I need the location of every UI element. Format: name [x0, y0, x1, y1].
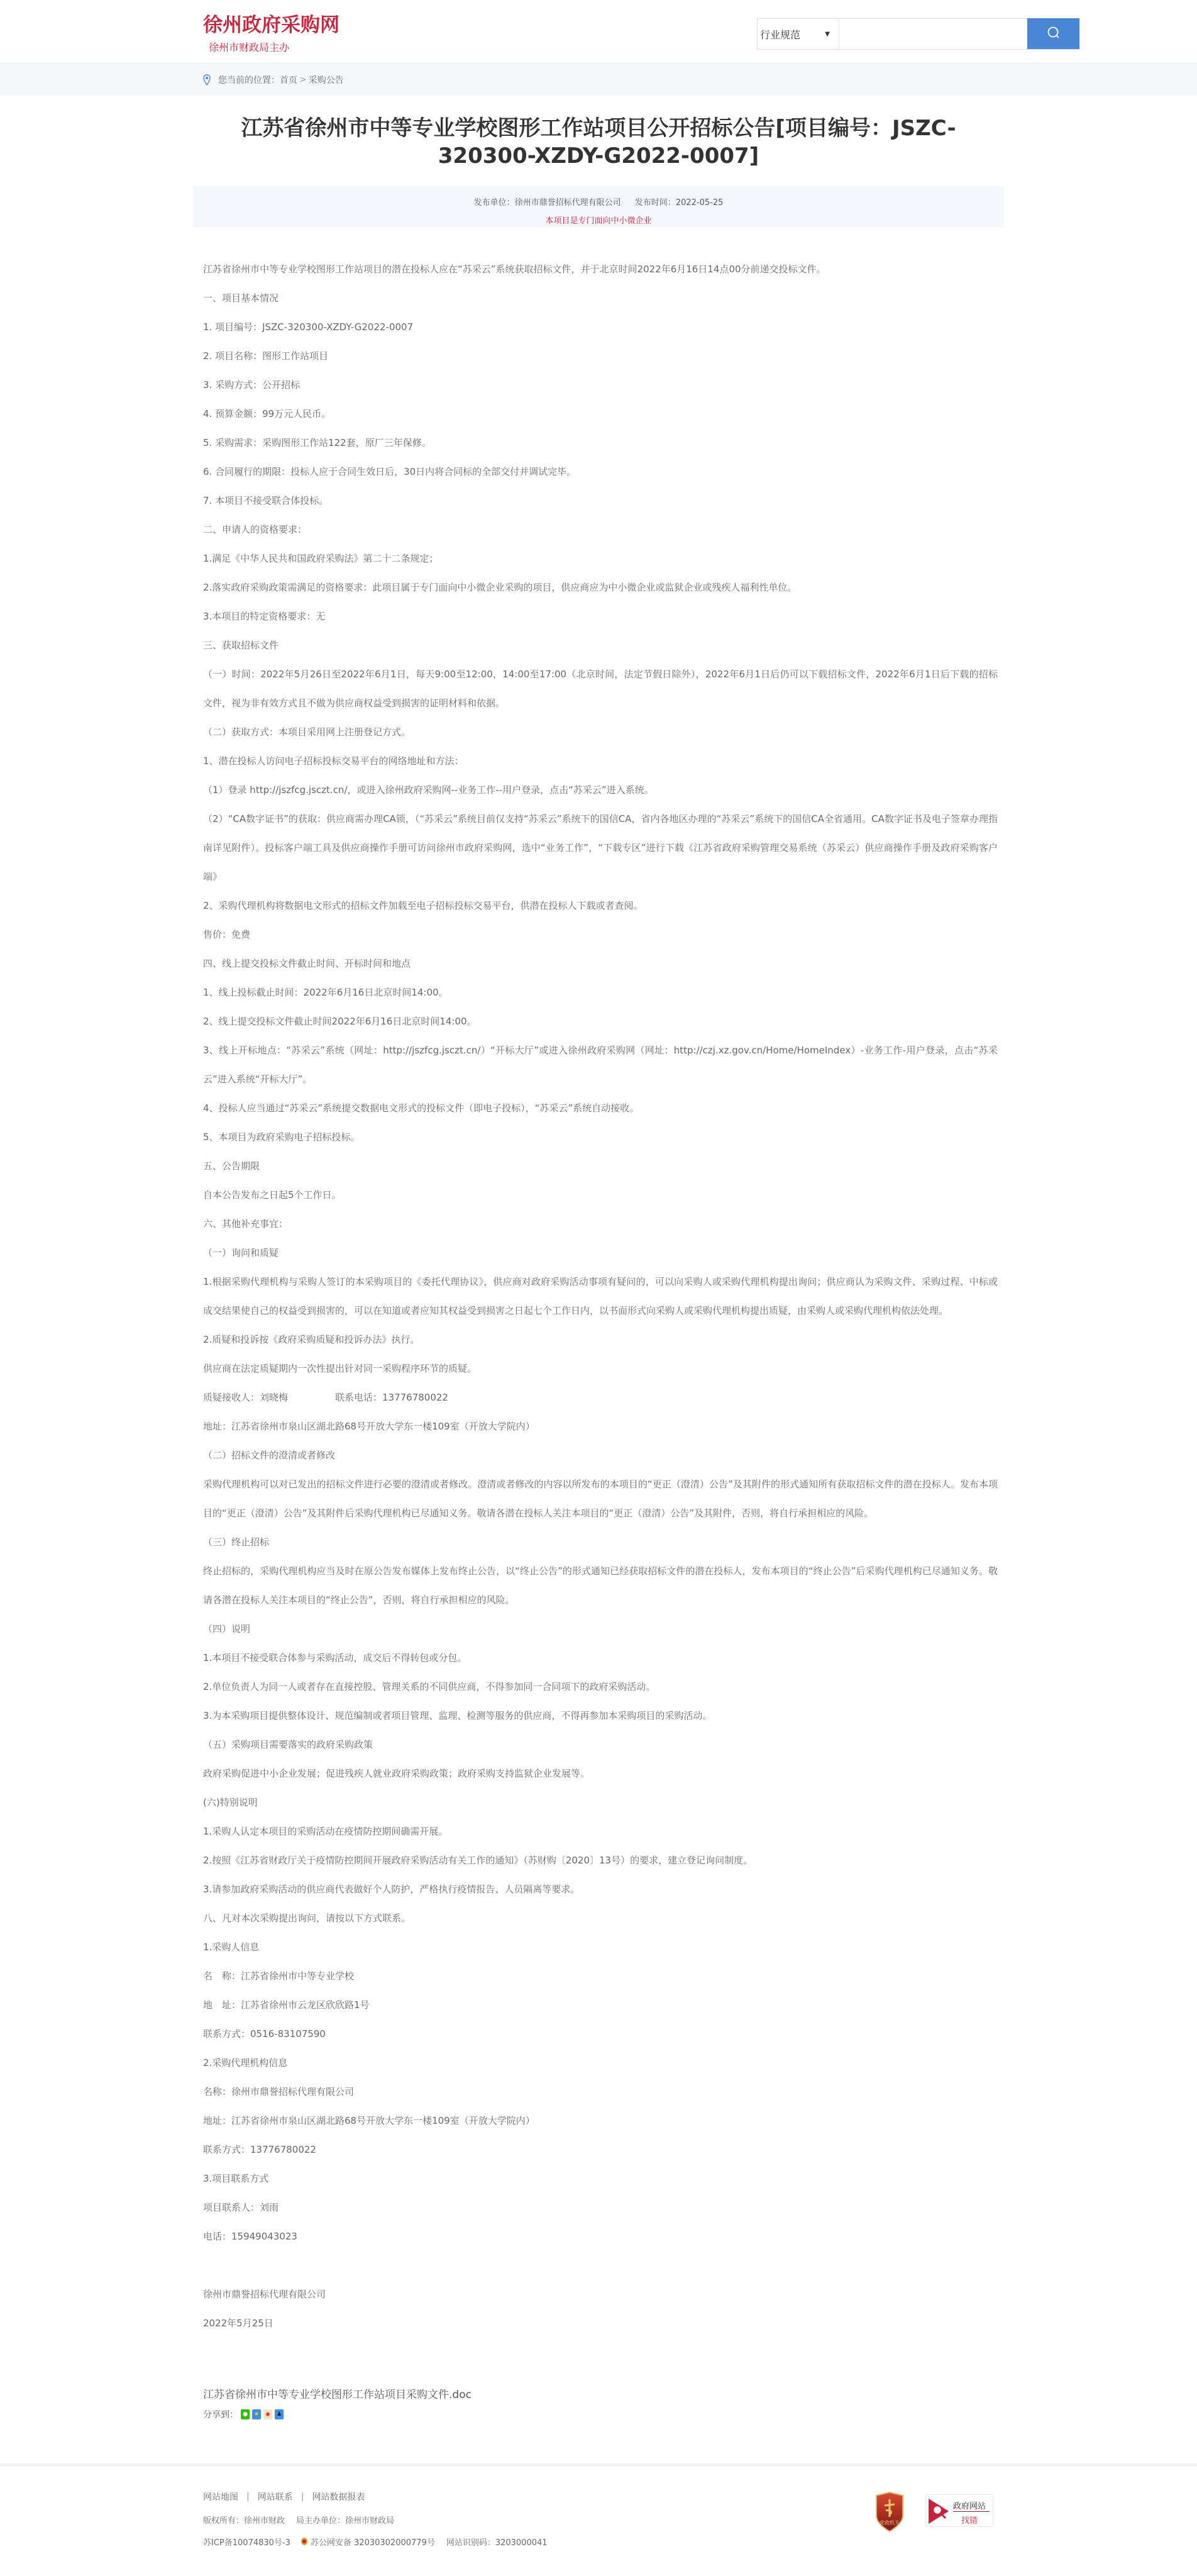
- article-paragraph: 2.采购代理机构信息: [203, 2057, 288, 2068]
- signature-company: 徐州市鼎誉招标代理有限公司: [203, 2289, 326, 2300]
- attachment-link[interactable]: 江苏省徐州市中等专业学校图形工作站项目采购文件.doc: [203, 2389, 472, 2401]
- search-category-select[interactable]: [758, 19, 839, 49]
- article-paragraph: 一、项目基本情况: [203, 292, 279, 304]
- article-paragraph: 五、公告期限: [203, 1160, 260, 1172]
- page-title: 江苏省徐州市中等专业学校图形工作站项目公开招标公告[项目编号：JSZC-320300-XZDY-G2022-0007]: [241, 116, 956, 169]
- article-paragraph: 3.本项目的特定资格要求：无: [203, 611, 326, 622]
- report-site-error-badge[interactable]: [925, 2494, 993, 2527]
- divider: |: [301, 2492, 304, 2502]
- article-body: [193, 255, 1004, 2251]
- caret-down-icon: ▼: [825, 30, 830, 38]
- article-paragraph: 自本公告发布之日起5个工作日。: [203, 1189, 341, 1201]
- weibo-icon[interactable]: ◉: [263, 2409, 272, 2419]
- article-paragraph: 2.质疑和投诉按《政府采购质疑和投诉办法》执行。: [203, 1334, 420, 1345]
- article-paragraph: 3、线上开标地点：“苏采云”系统（网址：http://jszfcg.jsczt.cn/）“开标大厅”或进入徐州政府采购网（网址：http://czj.xz.gov.cn/Home/HomeIndex）-业务工作-用户登录，点击“苏采云”进入系统“开标大厅”。: [203, 1045, 998, 1085]
- article-paragraph: 名 称：江苏省徐州市中等专业学校: [203, 1970, 355, 1982]
- article-paragraph: 5. 采购需求：采购图形工作站122套，原厂三年保修。: [203, 437, 431, 448]
- article-paragraph: 六、其他补充事宜：: [203, 1218, 289, 1230]
- spacer: [203, 2251, 998, 2280]
- search-button[interactable]: [1027, 18, 1079, 49]
- wechat-icon[interactable]: ●: [241, 2409, 250, 2419]
- publisher-label: 发布单位：: [473, 198, 515, 208]
- article-paragraph: 联系方式：13776780022: [203, 2144, 316, 2155]
- article-paragraph: 1.采购人认定本项目的采购活动在疫情防控期间确需开展。: [203, 1826, 448, 1837]
- site-logo-subtitle: 徐州市财政局主办: [209, 42, 290, 53]
- article-paragraph: 1.本项目不接受联合体参与采购活动，成交后不得转包或分包。: [203, 1652, 467, 1663]
- publisher-info: [474, 198, 621, 208]
- sponsor-text: 局主办单位：徐州市财政局: [296, 2516, 395, 2526]
- share-bar: [203, 2408, 998, 2421]
- article-paragraph: 6. 合同履行的期限：投标人应于合同生效日后，30日内将合同标的全部交付并调试完毕。: [203, 466, 576, 477]
- badge-error-line2: 找错: [961, 2516, 978, 2526]
- article-paragraph: 联系方式：0516-83107590: [203, 2028, 326, 2040]
- article-meta: [193, 186, 1004, 227]
- search-icon: [1047, 26, 1061, 42]
- footer-copyright: [203, 2514, 394, 2526]
- breadcrumb: [193, 64, 1004, 96]
- breadcrumb-bar: [0, 63, 1197, 96]
- location-pin-icon: [203, 74, 211, 86]
- breadcrumb-prefix: 您当前的位置：: [218, 75, 280, 86]
- article-container: [193, 96, 1004, 2421]
- article-paragraph: 1、潜在投标人访问电子招标投标交易平台的网络地址和方法：: [203, 755, 464, 767]
- article-paragraph: 售价：免费: [203, 929, 251, 940]
- party-government-badge[interactable]: [874, 2492, 905, 2532]
- publish-time-info: [635, 198, 724, 208]
- article-paragraph: 1. 项目编号：JSZC-320300-XZDY-G2022-0007: [203, 321, 414, 333]
- article-paragraph: 2.按照《江苏省财政厅关于疫情防控期间开展政府采购活动有关工作的通知》（苏财购〔2020〕13号）的要求，建立登记询问制度。: [203, 1855, 753, 1866]
- footer-records: [203, 2536, 548, 2548]
- site-logo-title[interactable]: 徐州政府采购网: [203, 14, 339, 36]
- article-paragraph: 3. 采购方式：公开招标: [203, 379, 301, 391]
- article-paragraph: 3.为本采购项目提供整体设计、规范编制或者项目管理、监理、检测等服务的供应商，不得再参加本采购项目的采购活动。: [203, 1710, 712, 1721]
- badge-error-line1: 政府网站: [953, 2502, 986, 2511]
- divider: |: [246, 2492, 250, 2502]
- article-paragraph: 江苏省徐州市中等专业学校图形工作站项目的潜在投标人应在“苏采云”系统获取招标文件，并于北京时间2022年6月16日14点00分前递交投标文件。: [203, 264, 826, 275]
- footer-link-data-report[interactable]: 网站数据报表: [312, 2492, 365, 2502]
- article-paragraph: 终止招标的，采购代理机构应当及时在原公告发布媒体上发布终止公告，以“终止公告”的形式通知已经获取招标文件的潜在投标人，发布本项目的“终止公告”后采购代理机构已尽通知义务。敬请各潜在投标人关注本项目的“终止公告”，否则，将自行承担相应的风险。: [203, 1565, 998, 1606]
- icp-record[interactable]: 苏ICP备10074830号-3: [203, 2538, 290, 2548]
- sme-notice: 本项目是专门面向中小微企业: [545, 216, 652, 226]
- article-paragraph: （二）获取方式：本项目采用网上注册登记方式。: [203, 726, 411, 738]
- article-paragraph: (六)特别说明: [203, 1797, 258, 1808]
- article-paragraph: （一）时间：2022年5月26日至2022年6月1日，每天9:00至12:00，14:00至17:00（北京时间，法定节假日除外），2022年6月1日后仍可以下载招标文件，2022年6月1日后下载的招标文件，视为非有效方式且不做为供应商权益受到损害的证明材料和依据。: [203, 669, 998, 709]
- article-paragraph: 2、线上提交投标文件截止时间2022年6月16日北京时间14:00。: [203, 1016, 477, 1027]
- article-paragraph: （五）采购项目需要落实的政府采购政策: [203, 1739, 373, 1750]
- article-paragraph: （1）登录 http://jszfcg.jsczt.cn/，或进入徐州政府采购网--业务工作--用户登录，点击“苏采云”进入系统。: [203, 784, 654, 796]
- search-bar: [757, 18, 1079, 50]
- footer-link-sitemap[interactable]: 网站地图: [203, 2492, 238, 2502]
- article-paragraph: （二）招标文件的澄清或者修改: [203, 1450, 336, 1461]
- site-footer: [0, 2463, 1197, 2548]
- article-paragraph: （三）终止招标: [203, 1536, 270, 1548]
- article-paragraph: 采购代理机构可以对已发出的招标文件进行必要的澄清或者修改。澄清或者修改的内容以所发布的本项目的“更正（澄清）公告”及其附件的形式通知所有获取招标文件的潜在投标人。发布本项目的“更正（澄清）公告”及其附件后采购代理机构已尽通知义务。敬请各潜在投标人关注本项目的“更正（澄清）公告”及其附件，否则，将自行承担相应的风险。: [203, 1479, 998, 1519]
- police-record[interactable]: 苏公网安备 32030302000779号: [310, 2538, 435, 2548]
- article-paragraph: 1、线上投标截止时间：2022年6月16日北京时间14:00。: [203, 987, 448, 998]
- article-paragraph: （四）说明: [203, 1623, 251, 1635]
- copyright-text: 版权所有：徐州市财政: [203, 2516, 285, 2526]
- share-label: 分享到：: [203, 2410, 238, 2420]
- article-paragraph: 2、采购代理机构将数据电文形式的招标文件加载至电子招标投标交易平台，供潜在投标人下载或者查阅。: [203, 900, 643, 911]
- footer-link-contact[interactable]: 网站联系: [257, 2492, 293, 2502]
- police-badge-icon: [301, 2537, 308, 2547]
- article-paragraph: 5、本项目为政府采购电子招标投标。: [203, 1131, 360, 1143]
- article-paragraph: 政府采购促进中小企业发展；促进残疾人就业政府采购政策；政府采购支持监狱企业发展等。: [203, 1768, 590, 1779]
- article-paragraph: 四、线上提交投标文件截止时间、开标时间和地点: [203, 958, 411, 969]
- article-paragraph: 1.满足《中华人民共和国政府采购法》第二十二条规定；: [203, 553, 439, 564]
- article-paragraph: 名称：徐州市鼎誉招标代理有限公司: [203, 2086, 355, 2097]
- article-paragraph: 4、投标人应当通过“苏采云”系统提交数据电文形式的投标文件（即电子投标），“苏采云”系统自动接收。: [203, 1102, 639, 1114]
- article-paragraph: （2）“CA数字证书”的获取：供应商需办理CA锁，（“苏采云”系统目前仅支持“苏采云”系统下的国信CA，省内各地区办理的“苏采云”系统下的国信CA全省通用。CA数字证书及电子签章办理指南详见附件）。投标客户端工具及供应商操作手册可访问徐州市政府采购网，选中“业务工作”，“下载专区”进行下载《江苏省政府采购管理交易系统（苏采云）供应商操作手册及政府采购客户端》: [203, 813, 998, 882]
- article-paragraph: 地 址：江苏省徐州市云龙区欣欣路1号: [203, 1999, 370, 2011]
- breadcrumb-separator: >: [299, 75, 307, 85]
- breadcrumb-home[interactable]: 首页: [280, 75, 297, 86]
- badge-party-text: 党政机关: [880, 2520, 900, 2526]
- spacer: [203, 2338, 998, 2367]
- article-paragraph: 1.采购人信息: [203, 1941, 260, 1953]
- publish-time-label: 发布时间：: [634, 198, 676, 208]
- qzone-icon[interactable]: ★: [252, 2409, 261, 2419]
- article-paragraph: 4. 预算金额：99万元人民币。: [203, 408, 331, 419]
- article-paragraph: （一）询问和质疑: [203, 1247, 279, 1258]
- article-paragraph: 2.落实政府采购政策需满足的资格要求：此项目属于专门面向中小微企业采购的项目，供应商应为中小微企业或监狱企业或残疾人福利性单位。: [203, 582, 797, 593]
- article-paragraph: 3.请参加政府采购活动的供应商代表做好个人防护，严格执行疫情报告、人员隔离等要求。: [203, 1884, 580, 1895]
- article-paragraph: 质疑接收人：刘晓梅 联系电话：13776780022: [203, 1392, 448, 1403]
- search-input[interactable]: [839, 19, 1027, 49]
- article-paragraph: 2. 项目名称：图形工作站项目: [203, 350, 329, 362]
- qq-icon[interactable]: ♟: [275, 2409, 284, 2419]
- article-paragraph: 3.项目联系方式: [203, 2173, 269, 2184]
- divider: [953, 2511, 990, 2512]
- signature-date: 2022年5月25日: [203, 2318, 273, 2329]
- footer-links: [203, 2490, 365, 2503]
- publisher-value: 徐州市鼎誉招标代理有限公司: [514, 198, 621, 208]
- article-paragraph: 地址：江苏省徐州市泉山区湖北路68号开放大学东一楼109室（开放大学院内）: [203, 1421, 535, 1432]
- article-paragraph: 2.单位负责人为同一人或者存在直接控股、管理关系的不同供应商，不得参加同一合同项下的政府采购活动。: [203, 1681, 656, 1692]
- article-paragraph: 三、获取招标文件: [203, 640, 279, 651]
- article-paragraph: 二、申请人的资格要求：: [203, 524, 307, 535]
- site-header: [0, 0, 1197, 63]
- site-code: 网站识别码：3203000041: [446, 2538, 548, 2548]
- article-paragraph: 电话：15949043023: [203, 2231, 297, 2242]
- article-paragraph: 7. 本项目不接受联合体投标。: [203, 495, 329, 506]
- publish-time-value: 2022-05-25: [675, 198, 724, 208]
- search-category-value: 行业规范: [760, 28, 801, 41]
- article-paragraph: 地址：江苏省徐州市泉山区湖北路68号开放大学东一楼109室（开放大学院内）: [203, 2115, 535, 2126]
- breadcrumb-current[interactable]: 采购公告: [308, 75, 344, 86]
- article-paragraph: 供应商在法定质疑期内一次性提出针对同一采购程序环节的质疑。: [203, 1363, 477, 1374]
- article-paragraph: 项目联系人：刘雨: [203, 2202, 279, 2213]
- article-paragraph: 八、凡对本次采购提出询问，请按以下方式联系。: [203, 1913, 411, 1924]
- article-signature: [193, 2251, 1004, 2421]
- article-paragraph: 1.根据采购代理机构与采购人签订的本采购项目的《委托代理协议》，供应商对政府采购活动事项有疑问的，可以向采购人或采购代理机构提出询问；供应商认为采购文件、采购过程、中标或成交结果使自己的权益受到损害的，可以在知道或者应知其权益受到损害之日起七个工作日内，以书面形式向采购人或采购代理机构提出质疑，由采购人或采购代理机构依法处理。: [203, 1276, 998, 1316]
